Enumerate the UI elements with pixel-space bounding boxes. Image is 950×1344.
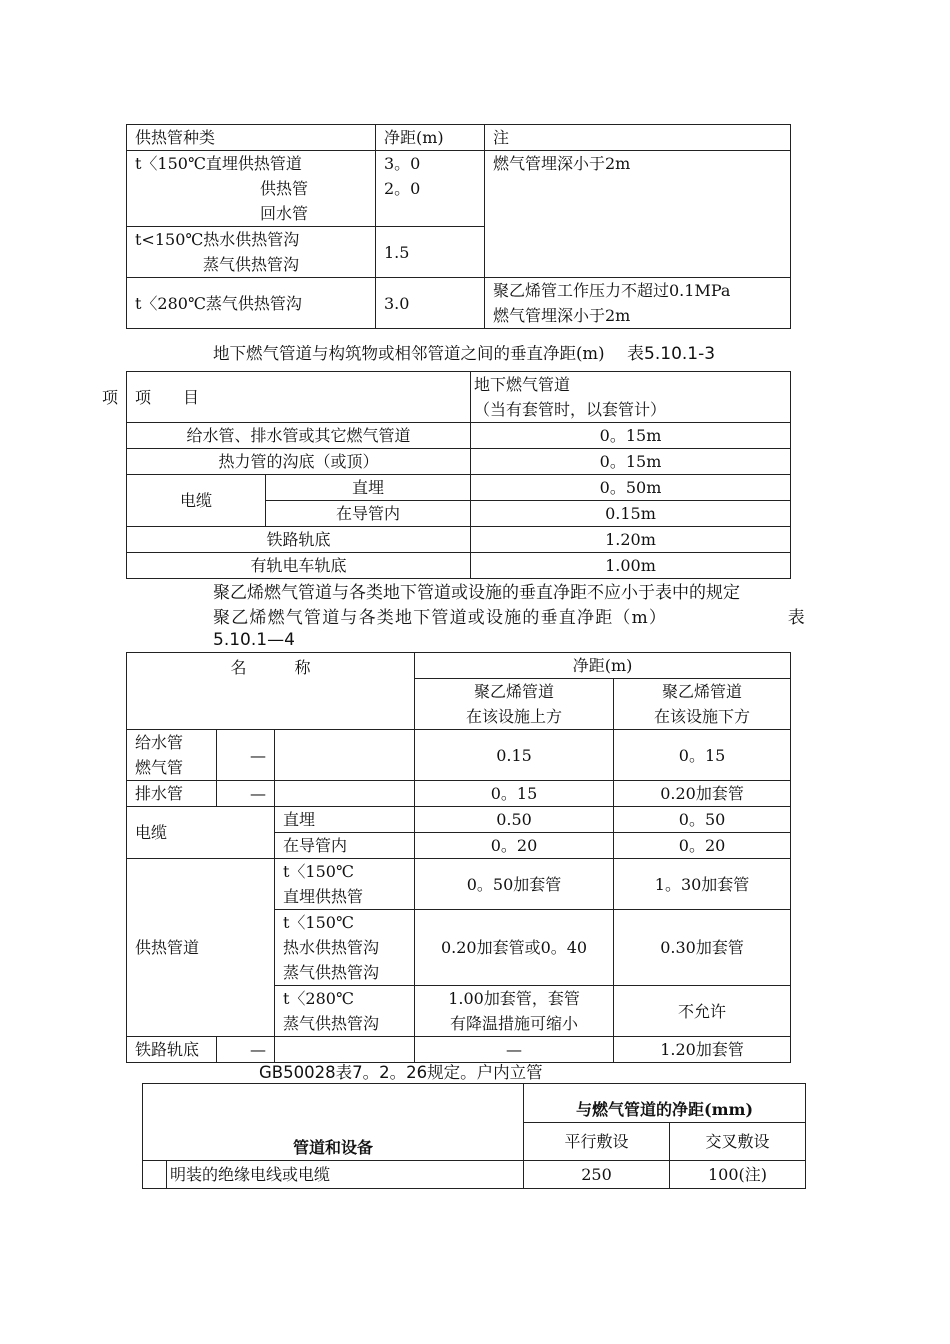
header-distance: 净距(m) [376,125,485,151]
dash: — [217,1037,275,1063]
row-drain: 排水管 [127,781,217,807]
header-above: 聚乙烯管道 在该设施上方 [415,679,614,730]
row-insulated-wire: 明装的绝缘电线或电缆 [167,1161,524,1189]
table-heating-pipe-distance [126,124,791,329]
value-rail-above: — [415,1037,614,1063]
row-rail: 铁路轨底 [127,1037,217,1063]
header-item: 项 目 [127,372,471,423]
value-heat-trench: 0。15m [471,449,791,475]
row-heat-direct: t〈150℃ 直埋供热管 [275,859,415,910]
value-heat-trench-below: 0.30加套管 [614,910,791,986]
header-item: 管道和设备 [143,1084,524,1161]
value-water-above: 0.15 [415,730,614,781]
table-number: 表5.10.1-3 [627,344,716,364]
table-vertical-distance [126,371,791,579]
value-drain-below: 0.20加套管 [614,781,791,807]
value-heat-trench-above: 0.20加套管或0。40 [415,910,614,986]
row-cable-direct: 直埋 [266,475,471,501]
table-number: 5.10.1—4 [213,630,295,650]
group-cable: 电缆 [127,807,275,859]
value-drain-above: 0。15 [415,781,614,807]
header-distance: 与燃气管道的净距(mm) [524,1084,806,1123]
row-tram-rail: 有轨电车轨底 [127,553,471,579]
row-heat-steam: t〈280℃ 蒸气供热管沟 [275,986,415,1037]
value-water-below: 0。15 [614,730,791,781]
value-rail-below: 1.20加套管 [614,1037,791,1063]
paragraph-pe-requirement: 聚乙烯燃气管道与各类地下管道或设施的垂直净距不应小于表中的规定 [213,583,740,603]
value-cable-direct: 0。50m [471,475,791,501]
header-gas-pipe: 地下燃气管道 （当有套管时，以套管计） [471,372,791,423]
value-cable-conduit-below: 0。20 [614,833,791,859]
caption-gb50028: GB50028表7。2。26规定。户内立管 [259,1063,543,1082]
table-indoor-riser-distance [142,1083,806,1189]
value-cable-conduit: 0.15m [471,501,791,527]
value-water-drain: 0。15m [471,423,791,449]
empty-cell [275,730,415,781]
caption-text: 聚乙烯燃气管道与各类地下管道或设施的垂直净距（m） [213,608,668,628]
header-pipe-kind: 供热管种类 [127,125,376,151]
row-heat-trench: 热力管的沟底（或顶） [127,449,471,475]
row1-kind: t〈150℃直埋供热管道 供热管 回水管 [127,151,376,227]
row3-kind: t〈280℃蒸气供热管沟 [127,278,376,329]
caption-text: 地下燃气管道与构筑物或相邻管道之间的垂直净距(m) [213,344,605,363]
header-note: 注 [485,125,791,151]
row3-note: 聚乙烯管工作压力不超过0.1MPa 燃气管埋深小于2m [485,278,791,329]
caption-table-5-10-1-3 [213,339,715,364]
row-heat-trench: t〈150℃ 热水供热管沟 蒸气供热管沟 [275,910,415,986]
table-pe-vertical-distance [126,652,791,1063]
row-water-drain: 给水管、排水管或其它燃气管道 [127,423,471,449]
value-cable-direct-above: 0.50 [415,807,614,833]
header-name: 名 称 [127,653,415,730]
header-parallel: 平行敷设 [524,1123,670,1161]
value-heat-direct-below: 1。30加套管 [614,859,791,910]
value-heat-steam-below: 不允许 [614,986,791,1037]
header-below: 聚乙烯管道 在该设施下方 [614,679,791,730]
side-label: 项 [102,388,119,407]
empty-cell [275,781,415,807]
value-rail: 1.20m [471,527,791,553]
value-heat-steam-above: 1.00加套管，套管 有降温措施可缩小 [415,986,614,1037]
dash: — [217,781,275,807]
row-cable-conduit: 在导管内 [275,833,415,859]
row1-note: 燃气管埋深小于2m [485,151,791,278]
row2-distance: 1.5 [376,227,485,278]
group-cable: 电缆 [127,475,266,527]
group-heat-pipe: 供热管道 [127,859,275,1037]
row3-distance: 3.0 [376,278,485,329]
value-cable-conduit-above: 0。20 [415,833,614,859]
value-cable-direct-below: 0。50 [614,807,791,833]
caption-table-5-10-1-4 [213,603,806,628]
value-heat-direct-above: 0。50加套管 [415,859,614,910]
row-cable-direct: 直埋 [275,807,415,833]
row-index-cell [143,1161,167,1189]
row-cable-conduit: 在导管内 [266,501,471,527]
header-cross: 交叉敷设 [670,1123,806,1161]
caption-label: 表 [787,608,806,628]
value-parallel: 250 [524,1161,670,1189]
value-cross: 100(注) [670,1161,806,1189]
row1-distance: 3。0 2。0 [376,151,485,227]
row-water-gas: 给水管 燃气管 [127,730,217,781]
header-distance: 净距(m) [415,653,791,679]
value-tram-rail: 1.00m [471,553,791,579]
row-rail: 铁路轨底 [127,527,471,553]
row2-kind: t<150℃热水供热管沟 蒸气供热管沟 [127,227,376,278]
dash: — [217,730,275,781]
